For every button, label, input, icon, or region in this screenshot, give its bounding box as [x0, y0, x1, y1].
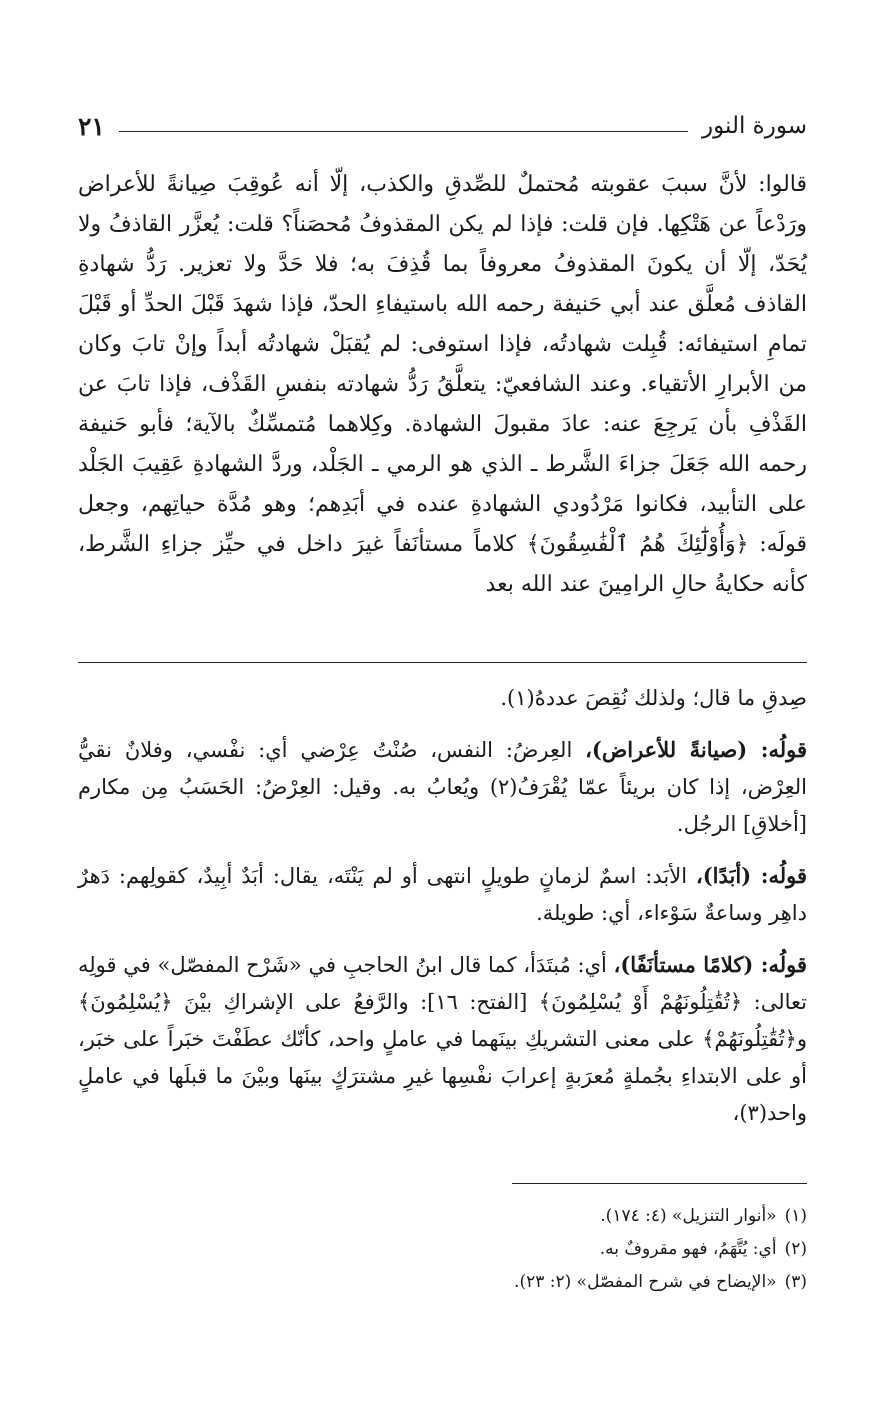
main-text-divider — [78, 662, 807, 663]
footnote — [78, 1233, 807, 1266]
commentary-body: أي: مُبتَدَأ، كما قال ابنُ الحاجبِ في «شَرْح المفصّل» في قولِه تعالى: ﴿تُقَٰتِلُونَهُمْ أَوْ يُسْلِمُونَ﴾ [الفتح: ١٦]: والرَّفعُ على الإشراكِ بيْنَ ﴿يُسْلِمُونَ﴾ و﴿تُقَٰتِلُونَهُمْ﴾ على معنى التشريكِ بينَهما في عاملٍ واحد، كأنّك عطَفْتَ خبَراً على خبَر، أو على الابتداءِ بجُملةٍ مُعرَبةٍ إعرابَ نفْسِها غيرِ مشترَكٍ بينَها وبيْنَ ما قبلَها في عاملٍ واحد(٣)، — [78, 953, 807, 1125]
commentary-lemma: قولُه: (كلامًا مستأنَفًا)، — [613, 952, 807, 977]
main-text — [78, 165, 807, 605]
footnotes — [78, 1200, 807, 1299]
commentary-lemma: قولُه: (صيانةً للأعراض)، — [585, 737, 807, 762]
footnote — [78, 1266, 807, 1299]
commentary — [78, 680, 807, 1146]
footnote-text: «الإيضاح في شرح المفصّل» (٢: ٢٣). — [514, 1272, 777, 1292]
surah-title: سورة النور — [702, 113, 807, 139]
commentary-lemma: قولُه: (أبَدًا)، — [695, 863, 807, 888]
commentary-paragraph — [78, 731, 807, 843]
footnote-text: أي: يُتَّهَمُ، فهو مقروفٌ به. — [599, 1239, 777, 1259]
header-rule — [119, 131, 688, 132]
page-number: ٢١ — [78, 111, 105, 141]
commentary-continuation: صِدقِ ما قال؛ ولذلك نُقِصَ عددهُ(١). — [500, 686, 807, 710]
footnote-number: (٣) — [784, 1272, 807, 1292]
running-header — [78, 108, 807, 144]
commentary-body: الأبَد: اسمٌ لزمانٍ طويلٍ انتهى أو لم يَنْتَه، يقال: أبَدٌ أبِيدٌ، كقولِهم: دَهرٌ داهِر وساعةٌ سَوْءاء، أي: طويلة. — [78, 864, 807, 925]
footnote-text: «أنوار التنزيل» (٤: ١٧٤). — [600, 1206, 777, 1226]
commentary-body: العِرضُ: النفس، صُنْتُ عِرْضي أي: نفْسي، وفلانٌ نقيُّ العِرْض، إذا كان بريئاً عمّا يُقْرَفُ(٢) ويُعابُ به. وقيل: العِرْضُ: الحَسَبُ مِن مكارم [أخلاقِ] الرجُل. — [78, 738, 807, 836]
commentary-paragraph — [78, 857, 807, 932]
main-text-paragraph: قالوا: لأنَّ سببَ عقوبته مُحتملٌ للصِّدقِ والكذب، إلّا أنه عُوقِبَ صِيانةً للأعراض ورَدْعاً عن هَتْكِها. فإن قلت: فإذا لم يكن المقذوفُ مُحصَناً؟ قلت: يُعزَّر القاذفُ ولا يُحَدّ، إلّا أن يكونَ المقذوفُ معروفاً بما قُذِفَ به؛ فلا حَدَّ ولا تعزير. رَدُّ شهادةِ القاذف مُعلَّق عند أبي حَنيفة رحمه الله باستيفاءِ الحدّ، فإذا شهدَ قَبْلَ الحدِّ أو قَبْلَ تمامِ استيفائه: قُبِلت شهادتُه، فإذا استوفى: لم يُقبَلْ شهادتُه أبداً وإنْ تابَ وكان من الأبرارِ الأتقياء. وعند الشافعيّ: يتعلَّقُ رَدُّ شهادته بنفسِ القَذْف، فإذا تابَ عن القَذْفِ بأن يَرجِعَ عنه: عادَ مقبولَ الشهادة. وكِلاهما مُتمسِّكٌ بالآية؛ فأبو حَنيفة رحمه الله جَعَلَ جزاءَ الشَّرط ـ الذي هو الرمي ـ الجَلْد، وردَّ الشهادةِ عَقِيبَ الجَلْد على التأبيد، فكانوا مَرْدُودي الشهادةِ عنده في أبَدِهم؛ وهو مُدَّة حياتِهم، وجعل قولَه: ﴿وَأُوْلَٰٓئِكَ هُمُ ٱلْفَٰسِقُونَ﴾ كلاماً مستأنَفاً غيرَ داخل في حيِّز جزاءِ الشَّرط، كأنه حكايةُ حالِ الرامِينَ عند الله بعد — [78, 172, 807, 597]
footnote-divider — [512, 1183, 807, 1184]
footnote-number: (٢) — [784, 1239, 807, 1259]
commentary-paragraph — [78, 946, 807, 1132]
footnote — [78, 1200, 807, 1233]
footnote-number: (١) — [784, 1206, 807, 1226]
